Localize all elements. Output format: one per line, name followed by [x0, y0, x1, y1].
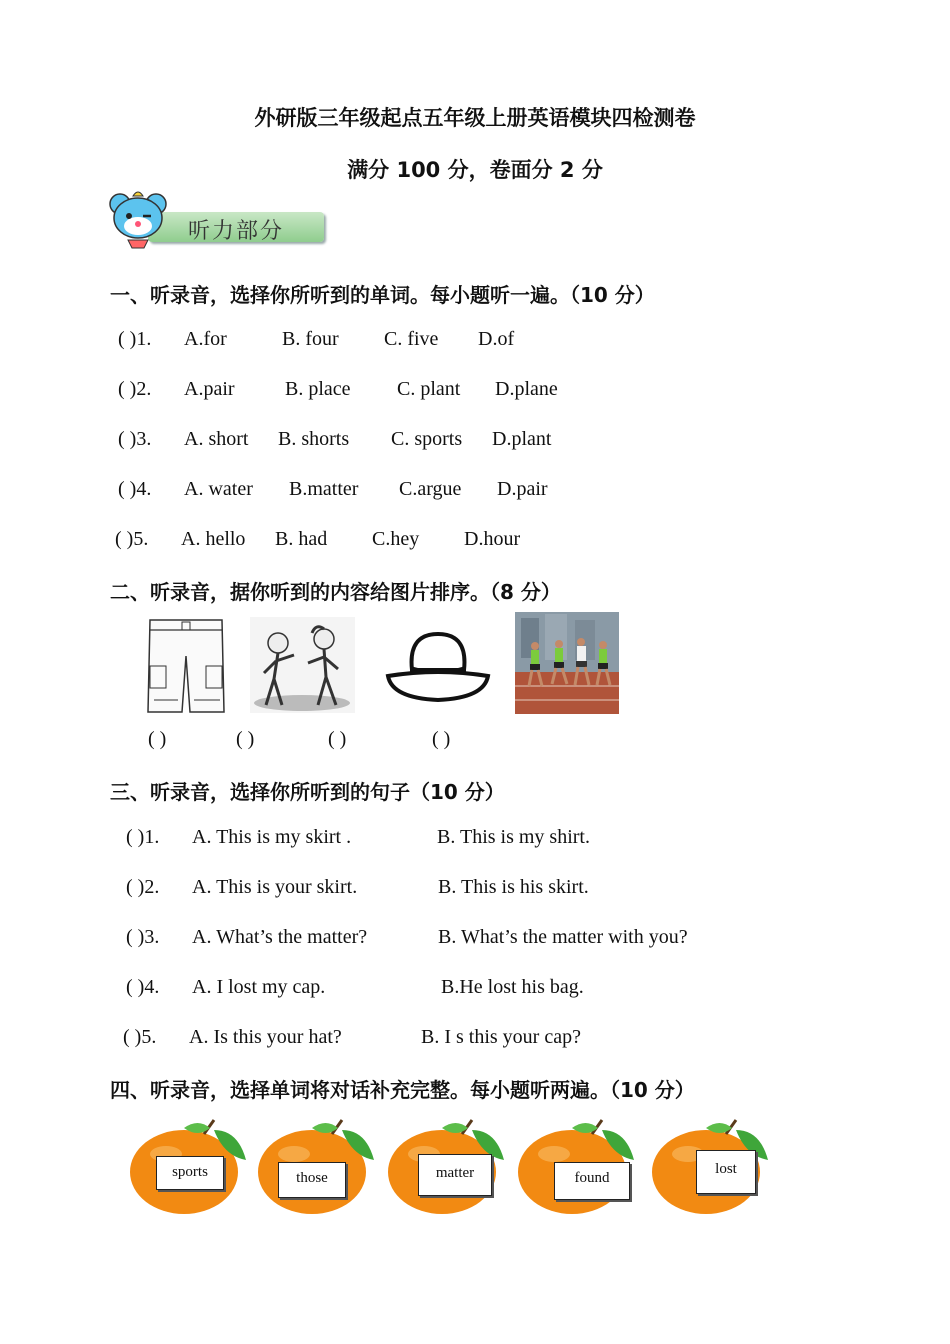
s2-blank-1: ( ) — [148, 728, 167, 750]
orange-card-1 — [126, 1116, 256, 1220]
listening-banner — [108, 188, 330, 250]
s1-q5-b: B. had — [275, 528, 328, 550]
s1-q1-a: A.for — [184, 328, 227, 350]
page-subtitle: 满分 100 分，卷面分 2 分 — [347, 158, 603, 182]
orange-card-2 — [254, 1116, 384, 1220]
s1-q4-d: D.pair — [497, 478, 548, 500]
s3-q5-a: A. Is this your hat? — [189, 1026, 342, 1048]
s1-q1-num: ( )1. — [118, 328, 152, 350]
s3-q5-num: ( )5. — [123, 1026, 157, 1048]
hat-picture — [384, 628, 492, 704]
section3-heading: 三、听录音，选择你所听到的句子（10 分） — [110, 780, 505, 804]
s2-blank-3: ( ) — [328, 728, 347, 750]
s3-q1-a: A. This is my skirt . — [192, 826, 352, 848]
s3-q3-num: ( )3. — [126, 926, 160, 948]
s1-q2-num: ( )2. — [118, 378, 152, 400]
section4-heading: 四、听录音，选择单词将对话补充完整。每小题听两遍。（10 分） — [110, 1078, 695, 1102]
two-men-talking-picture — [250, 617, 355, 713]
s3-q4-num: ( )4. — [126, 976, 160, 998]
s3-q2-a: A. This is your skirt. — [192, 876, 358, 898]
s3-q2-num: ( )2. — [126, 876, 160, 898]
page-title: 外研版三年级起点五年级上册英语模块四检测卷 — [254, 106, 696, 130]
word-box-2: those — [278, 1162, 346, 1198]
s2-blank-2: ( ) — [236, 728, 255, 750]
s3-q5-b: B. I s this your cap? — [421, 1026, 581, 1048]
word-box-4: found — [554, 1162, 630, 1200]
s1-q5-num: ( )5. — [115, 528, 149, 550]
s1-q4-a: A. water — [184, 478, 253, 500]
s1-q1-c: C. five — [384, 328, 439, 350]
word-box-5: lost — [696, 1150, 756, 1194]
s1-q2-a: A.pair — [184, 378, 235, 400]
s3-q1-num: ( )1. — [126, 826, 160, 848]
s3-q3-a: A. What’s the matter? — [192, 926, 368, 948]
s1-q4-num: ( )4. — [118, 478, 152, 500]
s1-q3-num: ( )3. — [118, 428, 152, 450]
orange-card-4 — [514, 1116, 644, 1220]
s2-blank-4: ( ) — [432, 728, 451, 750]
s1-q5-d: D.hour — [464, 528, 521, 550]
section1-heading: 一、听录音，选择你所听到的单词。每小题听一遍。（10 分） — [110, 283, 655, 307]
s1-q1-b: B. four — [282, 328, 339, 350]
s1-q2-c: C. plant — [397, 378, 461, 400]
s1-q3-d: D.plant — [492, 428, 552, 450]
s1-q3-a: A. short — [184, 428, 249, 450]
s1-q2-b: B. place — [285, 378, 351, 400]
s1-q5-c: C.hey — [372, 528, 420, 550]
orange-card-3 — [384, 1116, 514, 1220]
s1-q4-c: C.argue — [399, 478, 462, 500]
s3-q2-b: B. This is his skirt. — [438, 876, 589, 898]
section2-heading: 二、听录音，据你听到的内容给图片排序。（8 分） — [110, 580, 561, 604]
runners-picture — [515, 612, 619, 714]
banner-label: 听力部分 — [188, 219, 285, 244]
s3-q4-b: B.He lost his bag. — [441, 976, 584, 998]
s1-q3-b: B. shorts — [278, 428, 350, 450]
s1-q2-d: D.plane — [495, 378, 558, 400]
orange-card-5 — [648, 1116, 778, 1220]
s3-q4-a: A. I lost my cap. — [192, 976, 326, 998]
word-box-3: matter — [418, 1154, 492, 1196]
shorts-picture — [144, 616, 228, 714]
s3-q3-b: B. What’s the matter with you? — [438, 926, 688, 948]
word-box-1: sports — [156, 1156, 224, 1190]
mouse-mascot-icon — [108, 188, 168, 250]
s1-q4-b: B.matter — [289, 478, 359, 500]
s1-q1-d: D.of — [478, 328, 515, 350]
s1-q5-a: A. hello — [181, 528, 246, 550]
s3-q1-b: B. This is my shirt. — [437, 826, 590, 848]
s1-q3-c: C. sports — [391, 428, 463, 450]
